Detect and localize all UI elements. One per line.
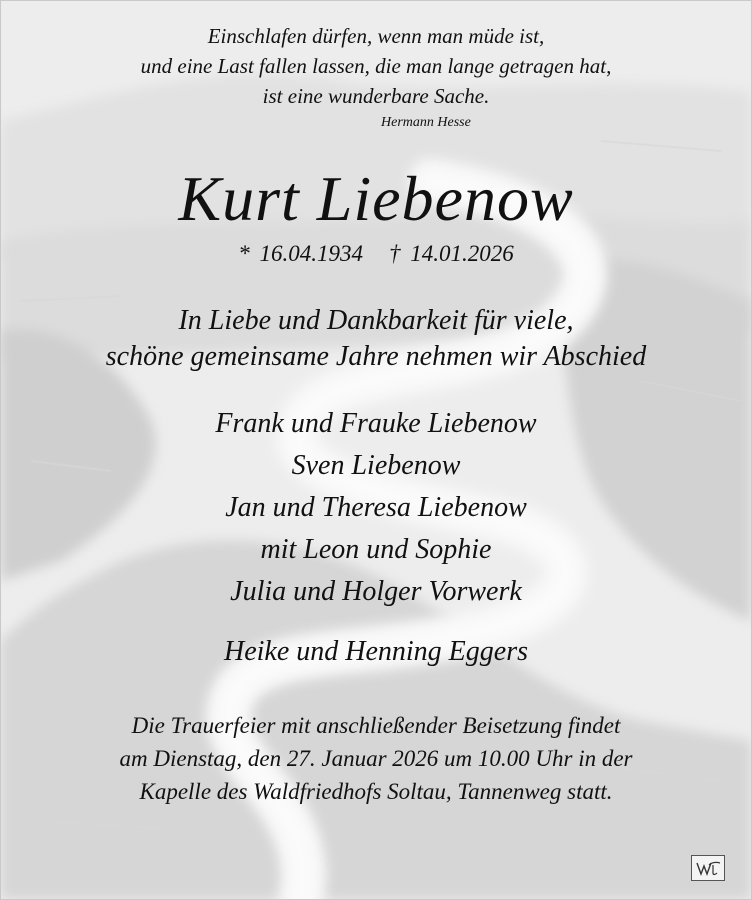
- publisher-logo-icon: [691, 855, 725, 881]
- life-dates: [1, 237, 751, 271]
- deceased-name: Kurt Liebenow: [178, 163, 574, 234]
- mourner-extra: Heike und Henning Eggers: [223, 636, 529, 667]
- farewell-text: [1, 303, 751, 375]
- farewell-line: schöne gemeinsame Jahre nehmen wir Abschied: [105, 341, 647, 372]
- ceremony-line: Die Trauerfeier mit anschließender Beisetzung findet: [131, 713, 621, 738]
- mourner-line: Frank und Frauke Liebenow: [215, 408, 537, 439]
- quote-line: Einschlafen dürfen, wenn man müde ist,: [207, 24, 545, 48]
- birth-date: * 16.04.1934: [238, 241, 363, 266]
- ceremony-info: [1, 709, 751, 808]
- quote-block: [1, 21, 751, 111]
- mourner-line: mit Leon und Sophie: [260, 534, 492, 565]
- ceremony-line: am Dienstag, den 27. Januar 2026 um 10.00 Uhr in der: [119, 746, 633, 771]
- quote-author: Hermann Hesse: [381, 115, 471, 130]
- mourners-list: [1, 403, 751, 613]
- quote-line: und eine Last fallen lassen, die man lange getragen hat,: [140, 54, 612, 78]
- mourner-line: Julia und Holger Vorwerk: [230, 576, 522, 607]
- farewell-line: In Liebe und Dankbarkeit für viele,: [178, 305, 574, 336]
- mourner-line: Sven Liebenow: [291, 450, 461, 481]
- mourner-line: Jan und Theresa Liebenow: [225, 492, 527, 523]
- ceremony-line: Kapelle des Waldfriedhofs Soltau, Tannenweg statt.: [139, 779, 613, 804]
- death-date: † 14.01.2026: [389, 241, 514, 266]
- notice-content: [1, 1, 751, 899]
- quote-line: ist eine wunderbare Sache.: [262, 84, 490, 108]
